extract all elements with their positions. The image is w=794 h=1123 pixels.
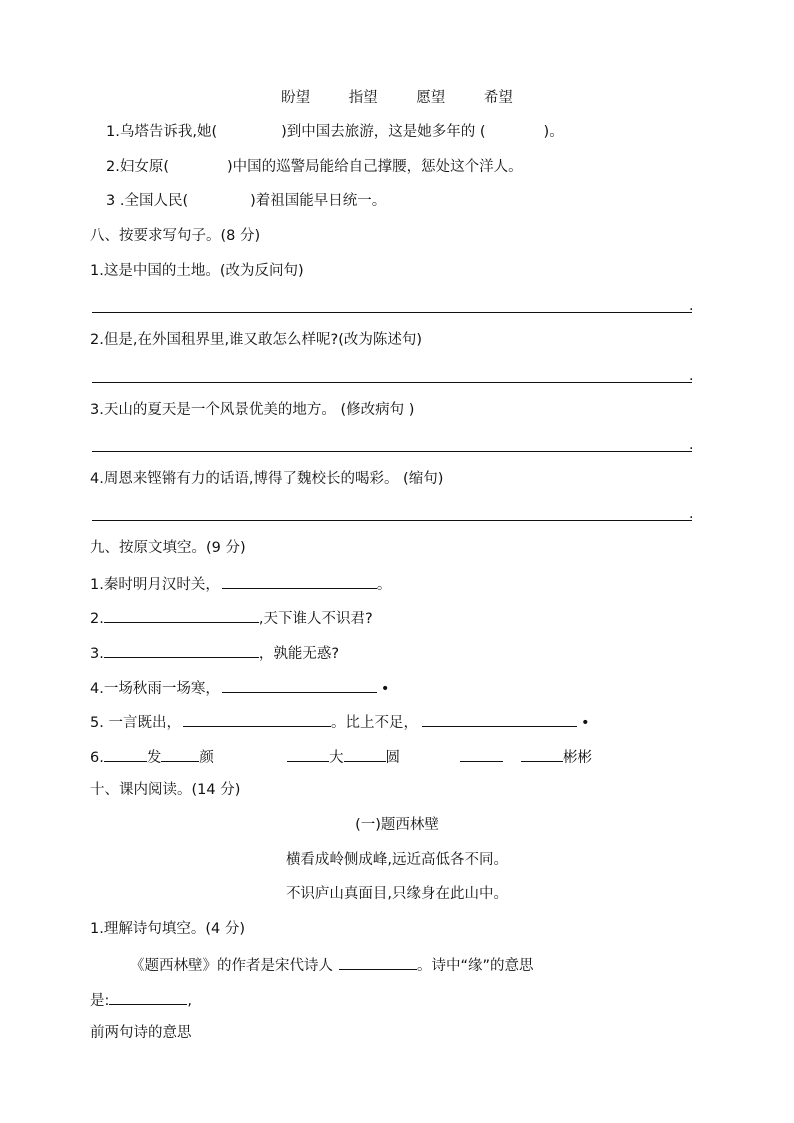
answer-line[interactable] [92, 312, 692, 313]
reading-question-1 [90, 919, 245, 939]
word-bank-item: 盼望 [281, 90, 311, 106]
recite-item-1 [90, 573, 391, 595]
recite-item-6 [90, 746, 214, 768]
reading-question-1-line-3: 前两句诗的意思 [90, 1025, 192, 1041]
item-text: 发 [146, 750, 162, 766]
section-8-title: 八、按要求写句子。(8 分) [90, 228, 261, 244]
item-number: 5. [90, 715, 104, 731]
sentence-text: 乌塔告诉我,她( [119, 124, 218, 140]
answer-blank[interactable] [109, 989, 187, 1005]
reading-question-1-line-2 [90, 989, 192, 1011]
recite-item-6-part-2 [287, 746, 400, 768]
item-text: 周恩来铿锵有力的话语,博得了魏校长的喝彩。 (缩句) [103, 471, 444, 487]
item-text: ，孰能无惑? [258, 646, 340, 662]
fill-sentence-2 [106, 157, 523, 177]
item-number: 4. [90, 471, 104, 487]
word-bank-item: 希望 [483, 90, 513, 106]
item-text: 秦时明月汉时关， [103, 577, 220, 593]
item-number: 1. [90, 921, 104, 937]
answer-blank[interactable] [422, 711, 577, 727]
rewrite-item-2 [90, 330, 422, 350]
fill-sentence-3 [106, 191, 386, 211]
item-text: 一场秋雨一场寒， [103, 681, 220, 697]
answer-blank[interactable] [104, 607, 259, 623]
recite-item-4 [90, 677, 389, 699]
recite-item-3 [90, 642, 339, 664]
rewrite-item-1 [90, 261, 304, 281]
answer-line-end: . [689, 298, 694, 314]
item-number: 3. [90, 646, 104, 662]
item-text: 。 [376, 577, 392, 593]
item-text: 理解诗句填空。(4 分) [103, 921, 245, 937]
item-text: 大 [329, 750, 344, 766]
answer-blank[interactable] [104, 642, 259, 658]
item-number: 4. [90, 681, 104, 697]
poem-line-2: 不识庐山真面目,只缘身在此山中。 [285, 886, 509, 902]
answer-blank[interactable] [521, 746, 563, 762]
item-text: 是: [90, 993, 110, 1009]
answer-line[interactable] [92, 520, 692, 521]
answer-blank[interactable] [222, 677, 377, 693]
sentence-text: )到中国去旅游，这是她多年的 ( [281, 124, 486, 140]
item-text: ,天下谁人不识君? [258, 611, 373, 627]
answer-blank[interactable] [460, 746, 503, 762]
word-bank-item: 愿望 [416, 90, 446, 106]
item-text: 颜 [199, 750, 214, 766]
item-text: 这是中国的土地。(改为反问句) [103, 263, 304, 279]
item-text: 彬彬 [563, 750, 592, 766]
sentence-text: 妇女原( [119, 159, 170, 175]
answer-line-end: . [689, 506, 694, 522]
item-text: 天山的夏天是一个风景优美的地方。 (修改病句 ) [103, 402, 415, 418]
answer-blank[interactable] [161, 746, 199, 762]
answer-line[interactable] [92, 451, 692, 452]
item-text: 圆 [385, 750, 400, 766]
word-bank-item: 指望 [348, 90, 378, 106]
answer-line-end: . [689, 368, 694, 384]
answer-blank[interactable] [339, 954, 417, 970]
answer-blank[interactable] [344, 746, 386, 762]
item-text: 。比上不足， [330, 715, 418, 731]
section-9-title: 九、按原文填空。(9 分) [90, 540, 246, 556]
answer-line-end: . [689, 437, 694, 453]
answer-blank[interactable] [104, 746, 147, 762]
sentence-text: )。 [543, 124, 564, 140]
sentence-text: )中国的巡警局能给自己撑腰，惩处这个洋人。 [227, 159, 523, 175]
item-number: 1. [106, 124, 120, 140]
word-bank [0, 88, 794, 108]
item-number: 1. [90, 577, 104, 593]
item-text: 但是,在外国租界里,谁又敢怎么样呢?(改为陈述句) [103, 332, 423, 348]
item-number: 1. [90, 263, 104, 279]
answer-blank[interactable] [183, 711, 331, 727]
item-text: 。诗中“缘”的意思 [417, 958, 534, 974]
recite-item-6-part-4 [521, 746, 592, 768]
rewrite-item-3 [90, 400, 414, 420]
item-number: 6. [90, 750, 104, 766]
rewrite-item-4 [90, 469, 443, 489]
poem-title: (一)题西林壁 [355, 817, 439, 833]
item-text: 一言既出， [103, 715, 181, 731]
recite-item-6-part-3 [460, 746, 503, 768]
recite-item-5 [90, 711, 590, 733]
recite-item-2 [90, 607, 373, 629]
item-number: 3. [90, 402, 104, 418]
fill-sentence-1 [106, 122, 564, 142]
item-number: 3 . [106, 193, 125, 209]
item-text: 《题西林壁》的作者是宋代诗人 [130, 958, 333, 974]
item-number: 2. [106, 159, 120, 175]
reading-question-1-line-1 [130, 954, 534, 976]
answer-line[interactable] [92, 382, 692, 383]
item-text: • [580, 715, 590, 731]
item-number: 2. [90, 611, 104, 627]
item-text: , [187, 993, 192, 1009]
item-text: • [380, 681, 390, 697]
section-10-title: 十、课内阅读。(14 分) [90, 782, 241, 798]
poem-line-1: 横看成岭侧成峰,远近高低各不同。 [285, 852, 509, 868]
answer-blank[interactable] [287, 746, 329, 762]
answer-blank[interactable] [222, 573, 377, 589]
sentence-text: 全国人民( [124, 193, 189, 209]
item-number: 2. [90, 332, 104, 348]
sentence-text: )着祖国能早日统一。 [250, 193, 387, 209]
